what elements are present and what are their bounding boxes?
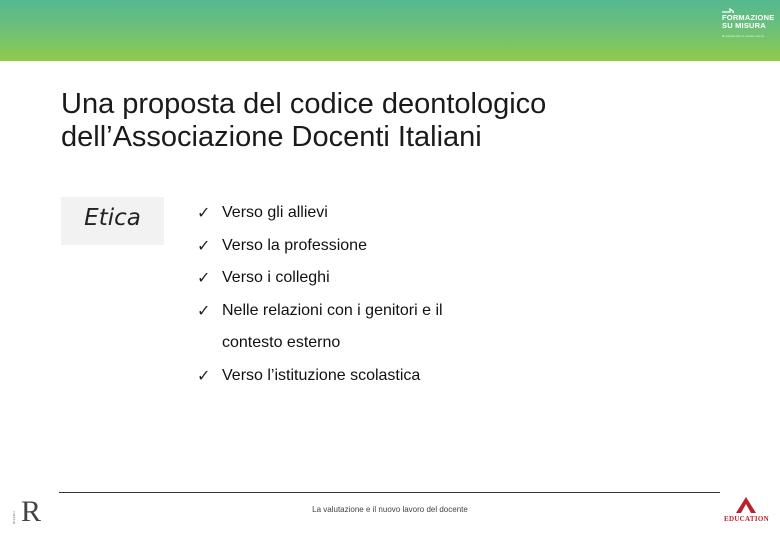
rizzoli-vertical-text: RIZZOLI xyxy=(12,510,16,524)
brand-logo xyxy=(722,14,774,38)
bullet-item xyxy=(197,360,497,393)
education-text: EDUCATION xyxy=(724,515,769,523)
arrow-icon xyxy=(722,7,734,13)
topic-label-box xyxy=(61,197,164,245)
rizzoli-logo xyxy=(12,495,44,528)
education-mark-icon xyxy=(735,496,757,514)
bullet-text: Verso l’istituzione scolastica xyxy=(222,366,421,384)
brand-line2: SU MISURA xyxy=(722,21,766,30)
footer-caption: La valutazione e il nuovo lavoro del docente xyxy=(312,505,468,514)
check-icon: ✓ xyxy=(197,235,211,255)
bullet-text: Verso i colleghi xyxy=(222,269,330,286)
bullet-item xyxy=(197,197,497,230)
rizzoli-letter: R xyxy=(21,495,42,528)
bullet-item xyxy=(197,230,497,263)
bullet-text: Verso gli allievi xyxy=(222,204,328,221)
header-bar xyxy=(0,0,780,61)
footer-divider xyxy=(59,492,720,493)
check-icon: ✓ xyxy=(197,365,211,385)
bullet-list xyxy=(197,197,497,392)
check-icon: ✓ xyxy=(197,300,211,320)
education-logo xyxy=(724,496,768,528)
bullet-item xyxy=(197,262,497,295)
brand-line1: FORMAZIONE xyxy=(722,13,775,22)
bullet-text: Nelle relazioni con i genitori e il xyxy=(222,301,443,319)
bullet-continuation xyxy=(197,327,497,360)
check-icon: ✓ xyxy=(197,203,211,222)
topic-label: Etica xyxy=(84,205,141,231)
slide-title: Una proposta del codice deontologico dell’Associazione Docenti Italiani xyxy=(61,88,547,153)
check-icon: ✓ xyxy=(197,268,211,287)
bullet-text: contesto esterno xyxy=(222,334,341,351)
bullet-item xyxy=(197,295,497,328)
brand-tagline: la scuola che si evolve con te xyxy=(722,34,765,38)
bullet-text: Verso la professione xyxy=(222,236,367,254)
